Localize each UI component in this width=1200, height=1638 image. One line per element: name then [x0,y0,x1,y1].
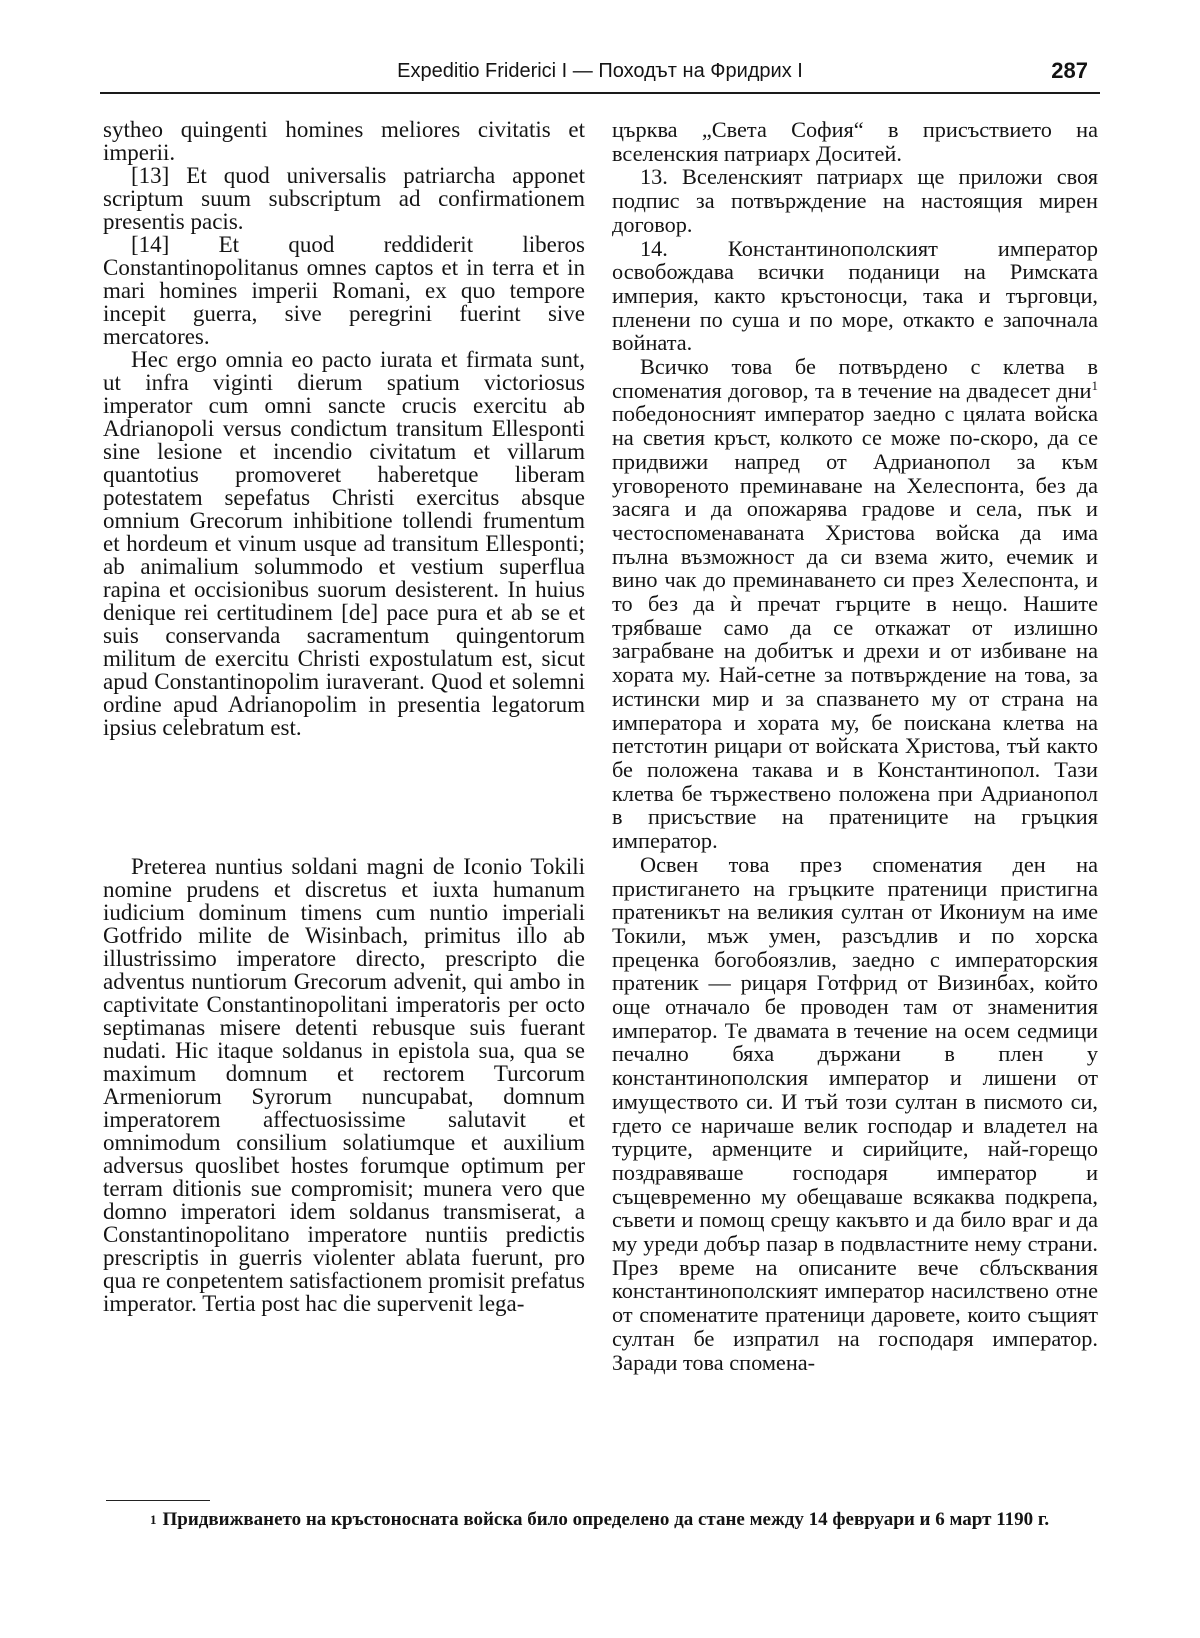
bulgarian-paragraph: Освен това през споменатия ден на пристигането на гръцките пратеници пристигна пратеникът на великия султан от Икониум на име Токили, мъж умен, разсъдлив и по хорска преценка богобоязлив, заедно с императорския пратеник — рицаря Готфрид от Визинбах, който още отначало бе проводен там от знаменития император. Те двамата в течение на осем седмици печално бяха държани в плен у константинополския император и лишени от имуществото си. И тъй този султан в писмото си, гдето се наричаше велик господар и владетел на турците, арменците и сирийците, най-горещо поздравяваше господаря император и същевременно му обещаваше всякаква подкрепа, съвети и помощ срещу какъвто и да било враг и да му уреди добър пазар в подвластните нему страни. През време на описаните вече сблъсквания константинополският император насилствено отне от споменатите пратеници даровете, които същият султан бе изпратил на господаря император. Заради това спомена- [612,851,1098,1375]
bulgarian-paragraph: 14. Константинополският император освобождава всички поданици на Римската империя, както кръстоносци, така и търговци, пленени по суша и по море, откакто е започнала войната. [612,235,1098,356]
page-number: 287 [1051,58,1088,83]
running-header [100,58,1100,94]
footnote-text: Придвижването на кръстоносната войска било определено да стане между 14 февруари и 6 март 1190 г. [162,1509,1050,1530]
footnote-reference: 1 [1091,377,1098,393]
latin-paragraph: Hec ergo omnia eo pacto iurata et firmata sunt, ut infra viginti dierum spatium victoriosus imperator cum omni sancte crucis exercitu ab Adrianopoli versus condictum transitum Ellesponti sine lesione et incendio civitatum et villarum quantotius promoveret haberetque liberam potestatem sepefatus Christi exercitus absque omnium Grecorum inhibitione tollendi frumentum et hordeum et vinum usque ad transitum Ellesponti; ab animalium solummodo et vestium superflua rapina et occisionibus suorum desisterent. In huius denique rei certitudinem [de] pace pura et ab se et suis conservanda sacramentum quingentorum militum de exercitu Christi expostulatum est, sicut apud Constantinopolim iuraverant. Quod et solemni ordine apud Adrianopolim in presentia legatorum ipsius celebratum est. [103,347,585,740]
latin-paragraph: sytheo quingenti homines meliores civitatis et imperii. [103,117,585,165]
footnote-number: 1 [150,1512,157,1527]
latin-column [103,118,585,1315]
running-title: Expeditio Friderici I — Походът на Фридрих I [397,60,803,82]
latin-paragraph: [14] Et quod reddiderit liberos Constantinopolitanus omnes captos et in terra et in mari homines imperii Romani, ex quo tempore incepit guerra, sive peregrini fuerint sive mercatores. [103,232,585,349]
bulgarian-paragraph [612,355,1098,853]
paragraph-text: Всичко това бе потвърдено с клетва в споменатия договор, та в течение на двадесет дни [612,354,1098,403]
latin-paragraph: Preterea nuntius soldani magni de Iconio Tokili nomine prudens et discretus et iuxta humanum iudicium dominum timens cum nuntio imperiali Gotfrido milite de Wisinbach, primitus illo ab illustrissimo imperatore directo, prescripto die adventus nuntiorum Grecorum advenit, qui ambo in captivitate Constantinopolitani imperatoris per octo septimanas misere detenti rebusque suis fuerant nudati. Hic itaque soldanus in epistola sua, qua se maximum domnum et rectorem Turcorum Armeniorum Syrorum nuncupabat, domnum imperatorem affectuosissime salutavit et omnimodum consilium solatiumque et auxilium adversus quoslibet hostes forumque optimum per terram ditionis sue compromisit; munera vero que domno imperatori idem soldanus transmiserat, a Constantinopolitano imperatore nuntiis predictis prescriptis in guerris violenter ablata fuerunt, pro qua re conpetentem satisfactionem promisit prefatus imperator. Tertia post hac die supervenit lega- [103,854,585,1316]
bulgarian-column [612,118,1098,1374]
latin-paragraph: [13] Et quod universalis patriarcha apponet scriptum suum subscriptum ad confirmationem presentis pacis. [103,163,585,234]
paragraph-text: победоносният император заедно с цялата войска на светия кръст, колкото се може по-скоро, да се придвижи напред от Адрианопол за към уговореното преминаване на Хелеспонта, без да засяга и да опожарява градове и села, пък и честоспоменаваната Христова войска да има пълна възможност да си взема жито, ечемик и вино чак до преминаването си през Хелеспонта, и то без да ѝ пречат гърците в нещо. Нашите трябваше само да се откажат от излишно заграбване на добитък и дрехи и от избиване на хората му. Най-сетне за потвърждение на това, за истински мир и за спазването му от страна на императора и хората му, бе поискана клетва на петстотин рицари от войската Христова, тъй както бе положена такава и в Константинопол. Тази клетва бе тържествено положена при Адрианопол в присъствие на пратениците на гръцкия император. [612,401,1098,854]
bulgarian-paragraph: църква „Света София“ в присъствието на вселенския патриарх Доситей. [612,117,1098,166]
bulgarian-paragraph: 13. Вселенският патриарх ще приложи своя подпис за потвърждение на настоящия мирен договор. [612,164,1098,237]
footnote-divider [106,1500,210,1501]
footnote [150,1508,1110,1532]
